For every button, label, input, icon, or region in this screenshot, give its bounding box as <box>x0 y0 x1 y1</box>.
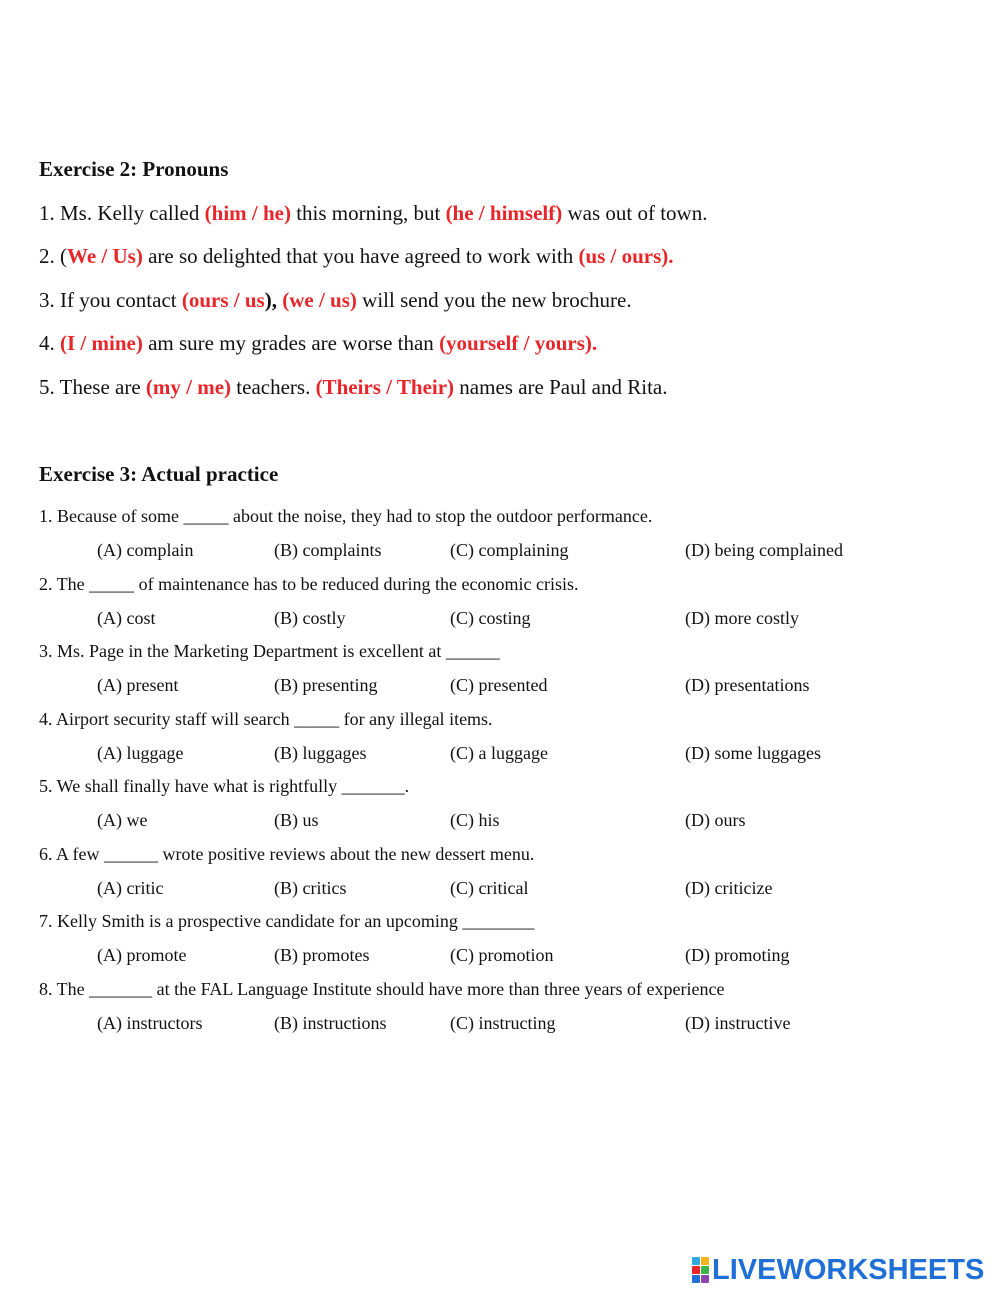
option-d[interactable]: (D) being complained <box>685 540 843 560</box>
option-b[interactable]: (B) us <box>274 810 319 830</box>
option-b[interactable]: (B) critics <box>274 878 347 898</box>
option-d[interactable]: (D) promoting <box>685 945 790 965</box>
choice[interactable]: (I / mine) <box>60 331 143 355</box>
option-b[interactable]: (B) instructions <box>274 1013 387 1033</box>
choice[interactable]: (yourself / yours). <box>439 331 598 355</box>
option-a[interactable]: (A) present <box>97 675 179 695</box>
option-b[interactable]: (B) complaints <box>274 540 382 560</box>
option-b[interactable]: (B) presenting <box>274 675 378 695</box>
options-row <box>0 674 1000 696</box>
option-d[interactable]: (D) ours <box>685 810 746 830</box>
options-row <box>0 944 1000 966</box>
option-c[interactable]: (C) instructing <box>450 1013 556 1033</box>
choice[interactable]: (ours / us <box>181 288 265 312</box>
option-a[interactable]: (A) promote <box>97 945 187 965</box>
option-a[interactable]: (A) instructors <box>97 1013 203 1033</box>
option-a[interactable]: (A) complain <box>97 540 194 560</box>
choice[interactable]: (him / he) <box>204 201 291 225</box>
option-c[interactable]: (C) his <box>450 810 500 830</box>
option-c[interactable]: (C) a luggage <box>450 743 548 763</box>
option-d[interactable]: (D) more costly <box>685 608 799 628</box>
logo-blocks-icon <box>692 1257 709 1283</box>
question-text: 6. A few ______ wrote positive reviews about the new dessert menu. <box>39 844 535 864</box>
choice[interactable]: (he / himself) <box>445 201 563 225</box>
question-text: 1. Because of some _____ about the noise, they had to stop the outdoor performance. <box>39 506 653 526</box>
option-d[interactable]: (D) presentations <box>685 675 810 695</box>
pronoun-item-1: 1. Ms. Kelly called (him / he) this morning, but (he / himself) was out of town. <box>39 201 708 225</box>
options-row <box>0 539 1000 561</box>
options-row <box>0 809 1000 831</box>
option-d[interactable]: (D) some luggages <box>685 743 821 763</box>
options-row <box>0 1012 1000 1034</box>
question-text: 4. Airport security staff will search _____ for any illegal items. <box>39 709 493 729</box>
options-row <box>0 607 1000 629</box>
option-a[interactable]: (A) luggage <box>97 743 184 763</box>
option-a[interactable]: (A) critic <box>97 878 164 898</box>
option-c[interactable]: (C) costing <box>450 608 531 628</box>
choice[interactable]: (Theirs / Their) <box>315 375 455 399</box>
options-row <box>0 877 1000 899</box>
exercise-2-title: Exercise 2: Pronouns <box>39 157 229 181</box>
pronoun-item-4: 4. (I / mine) am sure my grades are worse than (yourself / yours). <box>39 331 598 355</box>
option-c[interactable]: (C) promotion <box>450 945 554 965</box>
choice[interactable]: (we / us) <box>282 288 357 312</box>
option-d[interactable]: (D) criticize <box>685 878 773 898</box>
options-row <box>0 742 1000 764</box>
question-text: 8. The _______ at the FAL Language Institute should have more than three years of experience <box>39 979 725 999</box>
option-a[interactable]: (A) cost <box>97 608 156 628</box>
choice[interactable]: (my / me) <box>145 375 232 399</box>
option-b[interactable]: (B) costly <box>274 608 346 628</box>
option-c[interactable]: (C) critical <box>450 878 529 898</box>
question-text: 7. Kelly Smith is a prospective candidate for an upcoming ________ <box>39 911 535 931</box>
logo-text: LIVEWORKSHEETS <box>712 1254 985 1286</box>
question-text: 3. Ms. Page in the Marketing Department is excellent at ______ <box>39 641 500 661</box>
question-text: 5. We shall finally have what is rightfully _______. <box>39 776 410 796</box>
choice[interactable]: (us / ours). <box>578 244 674 268</box>
exercise-3-title: Exercise 3: Actual practice <box>39 462 279 486</box>
option-c[interactable]: (C) presented <box>450 675 548 695</box>
choice[interactable]: We / Us) <box>67 244 143 268</box>
option-b[interactable]: (B) luggages <box>274 743 367 763</box>
pronoun-item-3: 3. If you contact (ours / us), (we / us) will send you the new brochure. <box>39 288 632 312</box>
pronoun-item-5: 5. These are (my / me) teachers. (Theirs / Their) names are Paul and Rita. <box>39 375 668 399</box>
pronoun-item-2: 2. (We / Us) are so delighted that you have agreed to work with (us / ours). <box>39 244 674 268</box>
option-a[interactable]: (A) we <box>97 810 148 830</box>
liveworksheets-logo[interactable] <box>692 1255 984 1285</box>
option-b[interactable]: (B) promotes <box>274 945 370 965</box>
option-c[interactable]: (C) complaining <box>450 540 569 560</box>
option-d[interactable]: (D) instructive <box>685 1013 791 1033</box>
question-text: 2. The _____ of maintenance has to be reduced during the economic crisis. <box>39 574 579 594</box>
